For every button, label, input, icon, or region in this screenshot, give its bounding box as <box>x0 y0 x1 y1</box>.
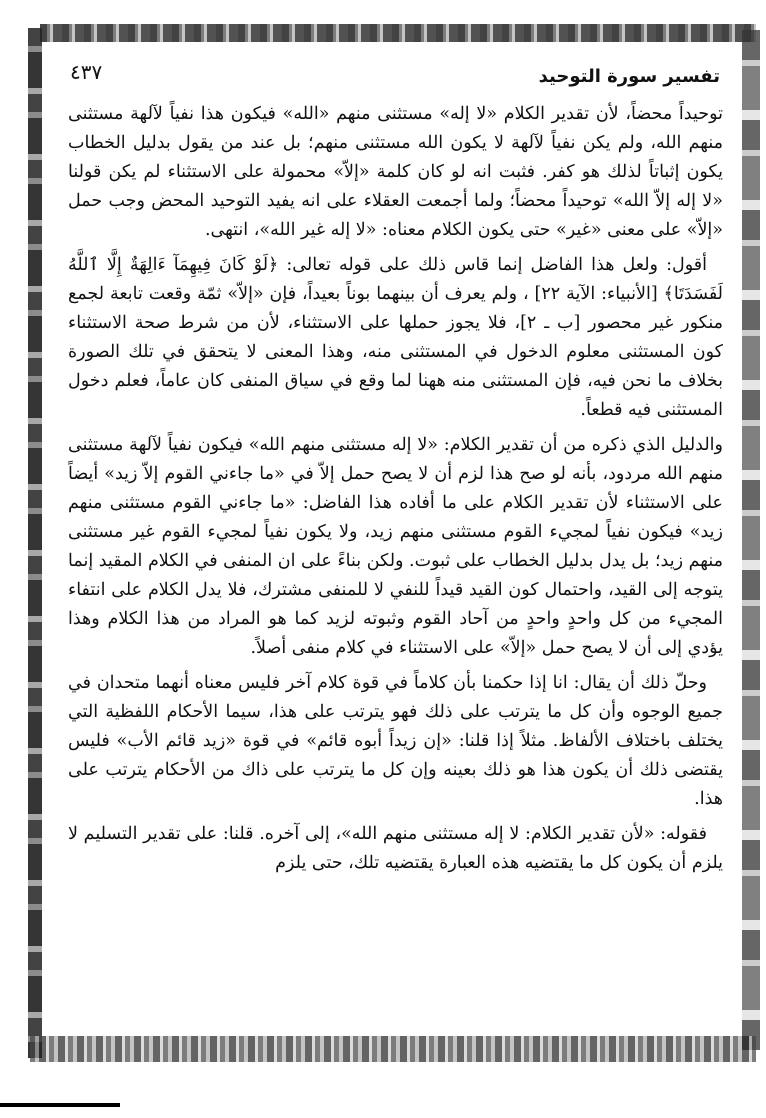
page-header <box>70 58 720 98</box>
running-title: تفسير سورة التوحيد <box>538 66 720 87</box>
scan-border-left <box>28 28 42 1058</box>
paragraph-3: والدليل الذي ذكره من أن تقدير الكلام: «لا إله مستثنى منهم الله» فيكون نفياً لآلهة مستثنى منهم الله مردود، بأنه لو صح هذا لزم أن لا يصح حمل إلاّ في «ما جاءني القوم إلاّ زيد» أيضاً على الاستثناء لأن تقدير الكلام على ما أفاده هذا الفاضل: «ما جاءني القوم مستثنى منهم زيد» فيكون نفياً لمجيء القوم مستثنى منهم زيد، ولا يكون نفياً لمجيء القوم غير مستثنى منهم زيد؛ بل يدل بدليل الخطاب على ثبوت. ولكن بناءً على ان المنفى في الكلام المقيد إنما يتوجه إلى القيد، واحتمال كون القيد قيداً للنفي لا للمنفى مشترك، فلا يدل الكلام على انتفاء المجيء من كل واحدٍ واحدٍ من آحاد القوم وثبوته لزيد كما هو المراد من هذا الكلام وهذا يؤدي إلى أن لا يصح حمل «إلاّ» على الاستثناء في كلام منفى أصلاً. <box>68 435 723 658</box>
page-edge-rule <box>0 1103 120 1107</box>
page-body <box>68 100 723 1030</box>
scan-border-top <box>40 24 756 42</box>
paragraph-5: فقوله: «لأن تقدير الكلام: لا إله مستثنى منهم الله»، إلى آخره. قلنا: على تقدير التسليم لا يلزم أن يكون كل ما يقتضيه هذه العبارة يقتضيه تلك، حتى يلزم <box>68 824 723 873</box>
scan-border-right <box>742 30 760 1050</box>
paragraph-2: أقول: ولعل هذا الفاضل إنما قاس ذلك على قوله تعالى: ﴿لَوْ كَانَ فِيهِمَآ ءَالِهَةٌ إِلَّا ٱللَّهُ لَفَسَدَتَا﴾ [الأنبياء: الآية ٢٢] ، ولم يعرف أن بينهما بوناً بعيداً، فإن «إلاّ» ثمّة وقعت تابعة لجمع منكور غير محصور [ب ـ ٢]، فلا يجوز حملها على الاستثناء، لأن من شرط صحة الاستثناء كون المستثنى معلوم الدخول في المستثنى منه، وهذا المعنى لا يتحقق في تلك الصورة بخلاف ما نحن فيه، فإن المستثنى منه ههنا لما وقع في سياق المنفى كان عاماً، فعلم دخول المستثنى فيه قطعاً. <box>68 255 723 420</box>
scan-border-bottom <box>30 1036 756 1062</box>
paragraph-4: وحلّ ذلك أن يقال: انا إذا حكمنا بأن كلاماً في قوة كلام آخر فليس معناه أنهما متحدان في جميع الوجوه وأن كل ما يترتب على ذلك فهو يترتب على هذا، سيما الأحكام اللفظية التي يختلف باختلاف الألفاظ. مثلاً إذا قلنا: «إن زيداً أبوه قائم» في قوة «زيد قائم الأب» فليس يقتضى ذلك أن يكون هذا هو ذلك بعينه وإن كل ما يترتب على ذاك من الأحكام يترتب على هذا. <box>68 673 723 809</box>
page-number: ٤٣٧ <box>70 60 103 84</box>
paragraph-1: توحيداً محضاً، لأن تقدير الكلام «لا إله» مستثنى منهم «الله» فيكون هذا نفياً لآلهة مستثنى منهم الله، ولم يكن نفياً لآلهة لا يكون الله مستثنى منهم؛ بل عند من يقول بدليل الخطاب يكون إثباتاً لذلك هو كفر. فثبت انه لو كان كلمة «إلاّ» محمولة على الاستثناء لم يكن قولنا «لا إله إلاّ الله» توحيداً محضاً؛ ولما أجمعت العقلاء على انه يفيد التوحيد المحض وجب حمل «إلاّ» على معنى «غير» حتى يكون الكلام معناه: «لا إله غير الله»، انتهى. <box>68 104 723 240</box>
